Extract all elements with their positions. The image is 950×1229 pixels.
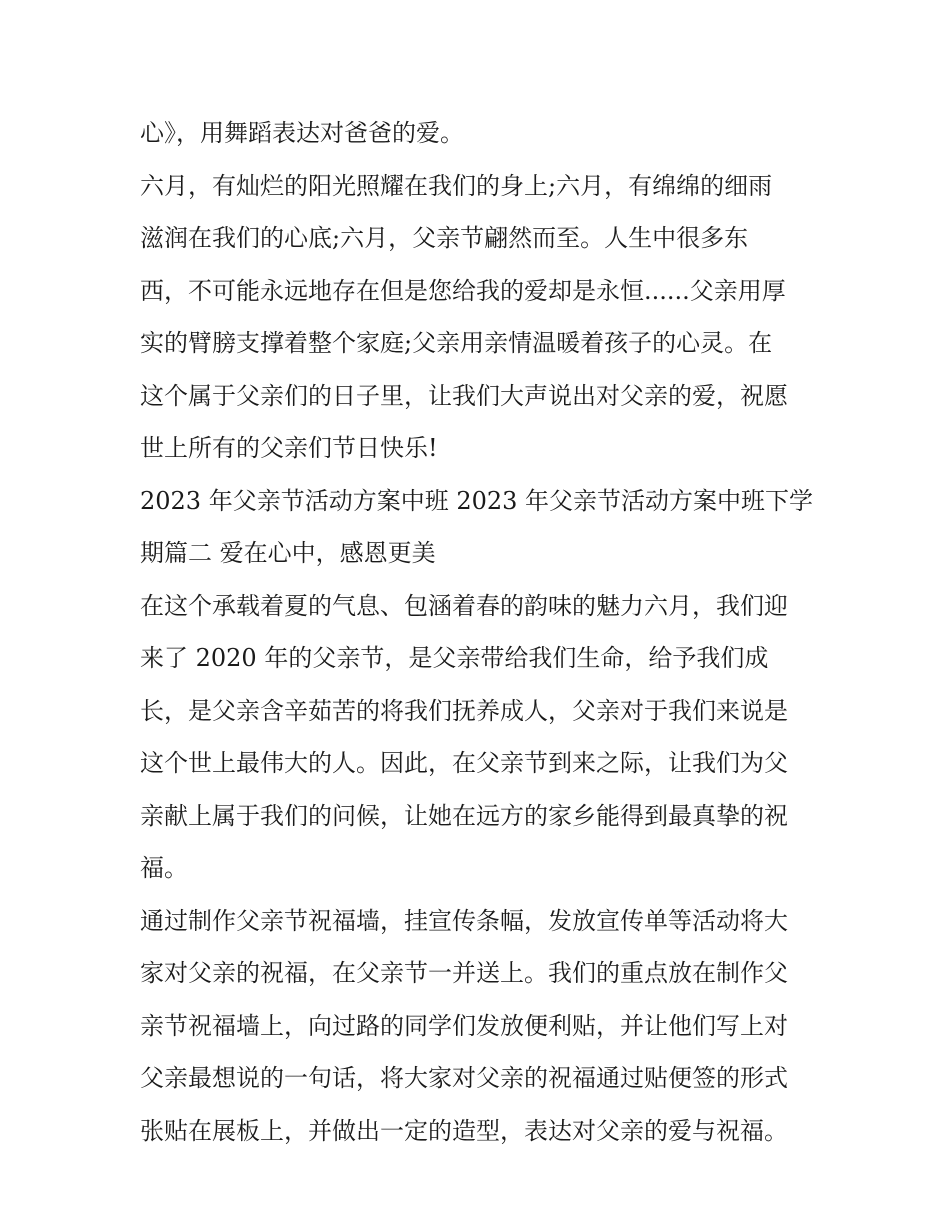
text-line: 张贴在展板上，并做出一定的造型，表达对父亲的爱与祝福。 [140, 1116, 788, 1145]
text-line: 这个世上最伟大的人。因此，在父亲节到来之际，让我们为父 [140, 749, 788, 777]
text-line: 亲节祝福墙上，向过路的同学们发放便利贴，并让他们写上对 [140, 1011, 788, 1040]
section-heading-line: 2023 年父亲节活动方案中班 2023 年父亲节活动方案中班下学 [140, 486, 814, 515]
text-line: 家对父亲的祝福，在父亲节一并送上。我们的重点放在制作父 [140, 959, 788, 987]
text-line: 六月，有灿烂的阳光照耀在我们的身上;六月，有绵绵的细雨 [140, 171, 773, 200]
text-line: 世上所有的父亲们节日快乐! [140, 434, 438, 462]
text-line: 福。 [140, 854, 188, 882]
text-line: 长，是父亲含辛茹苦的将我们抚养成人，父亲对于我们来说是 [140, 696, 788, 725]
text-line: 在这个承载着夏的气息、包涵着春的韵味的魅力六月，我们迎 [140, 591, 788, 620]
text-line: 这个属于父亲们的日子里，让我们大声说出对父亲的爱，祝愿 [140, 381, 788, 410]
section-heading-line: 期篇二 爱在心中，感恩更美 [140, 539, 436, 567]
text-line: 西，不可能永远地存在但是您给我的爱却是永恒......父亲用厚 [140, 276, 786, 305]
text-line: 亲献上属于我们的问候，让她在远方的家乡能得到最真挚的祝 [140, 801, 788, 830]
text-line: 实的臂膀支撑着整个家庭;父亲用亲情温暖着孩子的心灵。在 [140, 329, 773, 357]
text-line: 滋润在我们的心底;六月，父亲节翩然而至。人生中很多东 [140, 224, 749, 252]
text-line: 父亲最想说的一句话，将大家对父亲的祝福通过贴便签的形式 [140, 1064, 788, 1092]
text-line: 心》，用舞蹈表达对爸爸的爱。 [140, 119, 464, 147]
document-body [140, 107, 820, 1157]
text-line: 通过制作父亲节祝福墙，挂宣传条幅，发放宣传单等活动将大 [140, 906, 788, 935]
text-line: 来了 2020 年的父亲节，是父亲带给我们生命，给予我们成 [140, 644, 769, 672]
